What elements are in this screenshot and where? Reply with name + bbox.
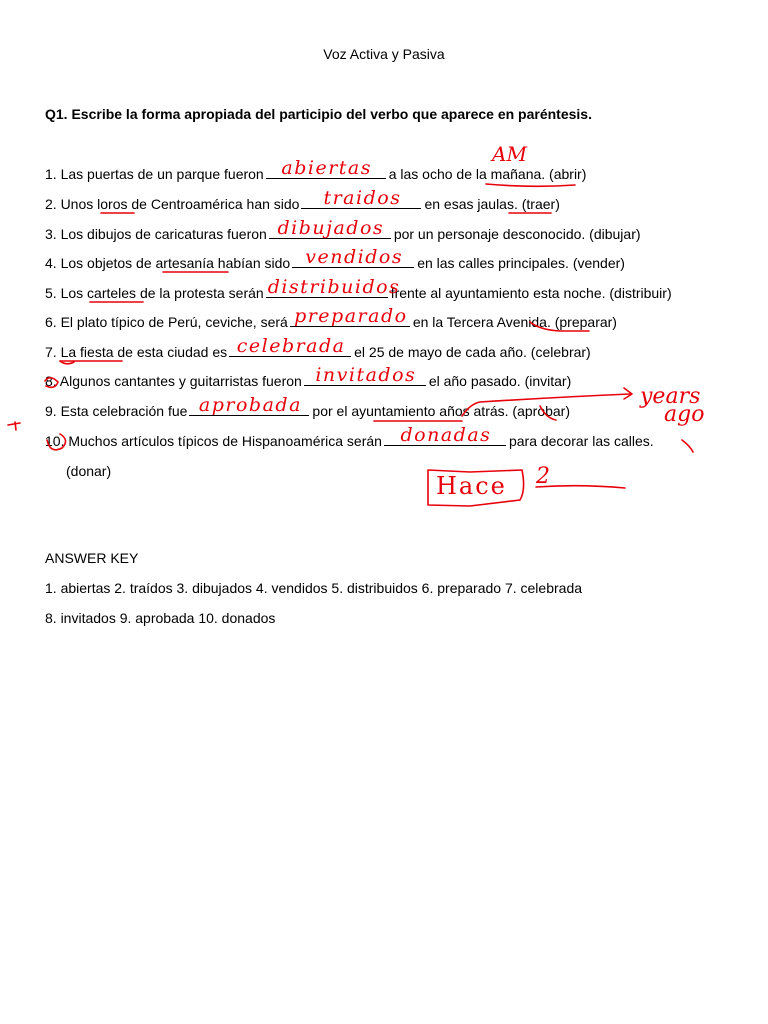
exercise-item-8 [45, 364, 572, 390]
answer-blank[interactable] [301, 187, 421, 209]
answer-blank[interactable] [266, 276, 401, 298]
handwritten-answer: aprobada [198, 394, 302, 416]
ink-note-am: AM [492, 142, 527, 166]
exercise-item-7 [45, 335, 591, 361]
item-suffix: por un personaje desconocido. (dibujar) [393, 226, 641, 242]
item-suffix: en las calles principales. (vender) [417, 255, 625, 271]
item-suffix: el 25 de mayo de cada año. (celebrar) [354, 344, 591, 360]
exercise-item-1 [45, 157, 587, 183]
ink-underline-manana [486, 184, 575, 186]
item-suffix: frente al ayuntamiento esta noche. (distribuir) [390, 285, 672, 301]
answer-key-line-1: 1. abiertas 2. traídos 3. dibujados 4. vendidos 5. distribuidos 6. preparado 7. celebrada [45, 580, 583, 596]
item-prompt: 6. El plato típico de Perú, ceviche, será [45, 314, 288, 330]
document-title: Voz Activa y Pasiva [323, 46, 445, 62]
item-prompt: 3. Los dibujos de caricaturas fueron [45, 226, 267, 242]
exercise-item-2 [45, 187, 560, 213]
answer-blank[interactable] [384, 424, 506, 446]
item-suffix: por el ayuntamiento años atrás. (aprobar) [312, 403, 571, 419]
item-prompt: 9. Esta celebración fue [45, 403, 188, 419]
ink-note-hace: Hace [436, 472, 507, 500]
answer-blank[interactable] [269, 217, 391, 239]
item-prompt: 10. Muchos artículos típicos de Hispanoamérica serán [45, 433, 382, 449]
answer-blank[interactable] [292, 246, 414, 268]
handwritten-answer: invitados [315, 364, 417, 386]
item-prompt: 4. Los objetos de artesanía habían sido [45, 255, 291, 271]
answer-blank[interactable] [189, 394, 309, 416]
answer-blank[interactable] [304, 364, 426, 386]
answer-blank[interactable] [266, 157, 386, 179]
exercise-item-4 [45, 246, 625, 272]
handwritten-answer: abiertas [281, 157, 373, 179]
item-suffix: en la Tercera Avenida. (preparar) [412, 314, 617, 330]
ink-note-number: 2 [536, 464, 550, 489]
handwritten-answer: donadas [400, 424, 492, 446]
item-suffix: a las ocho de la mañana. (abrir) [388, 166, 587, 182]
ink-margin-tick [15, 422, 16, 430]
item-suffix: para decorar las calles. [508, 433, 654, 449]
item-suffix: el año pasado. (invitar) [428, 373, 572, 389]
exercise-item-3 [45, 217, 641, 243]
handwritten-answer: distribuidos [267, 276, 401, 298]
answer-key-line-2: 8. invitados 9. aprobada 10. donados [45, 610, 276, 626]
handwritten-answer: celebrada [236, 335, 346, 357]
item-prompt: 8. Algunos cantantes y guitarristas fueron [45, 373, 302, 389]
exercise-item-9 [45, 394, 571, 420]
exercise-item-5 [45, 276, 672, 302]
item-10-continuation: (donar) [66, 463, 112, 479]
item-prompt: 5. Los carteles de la protesta serán [45, 285, 264, 301]
ink-arrowhead [624, 388, 632, 399]
ink-mark-calles [682, 440, 693, 452]
item-prompt: 1. Las puertas de un parque fueron [45, 166, 264, 182]
ink-mark-item-7 [60, 361, 74, 364]
ink-note-ago: ago [664, 402, 705, 427]
item-suffix: en esas jaulas. (traer) [424, 196, 560, 212]
ink-margin-dash [8, 423, 20, 425]
handwritten-answer: traidos [323, 187, 402, 209]
handwritten-answer: preparado [294, 305, 408, 327]
handwritten-answer: dibujados [277, 217, 385, 239]
question-instruction: Q1. Escribe la forma apropiada del participio del verbo que aparece en paréntesis. [45, 106, 592, 122]
handwritten-answer: vendidos [305, 246, 404, 268]
ink-note-years: years [640, 384, 701, 409]
exercise-item-6 [45, 305, 617, 331]
item-prompt: 2. Unos loros de Centroamérica han sido [45, 196, 300, 212]
answer-key-title: ANSWER KEY [45, 550, 139, 566]
answer-blank[interactable] [229, 335, 351, 357]
answer-blank[interactable] [290, 305, 410, 327]
exercise-item-10 [45, 424, 654, 450]
item-prompt: 7. La fiesta de esta ciudad es [45, 344, 228, 360]
